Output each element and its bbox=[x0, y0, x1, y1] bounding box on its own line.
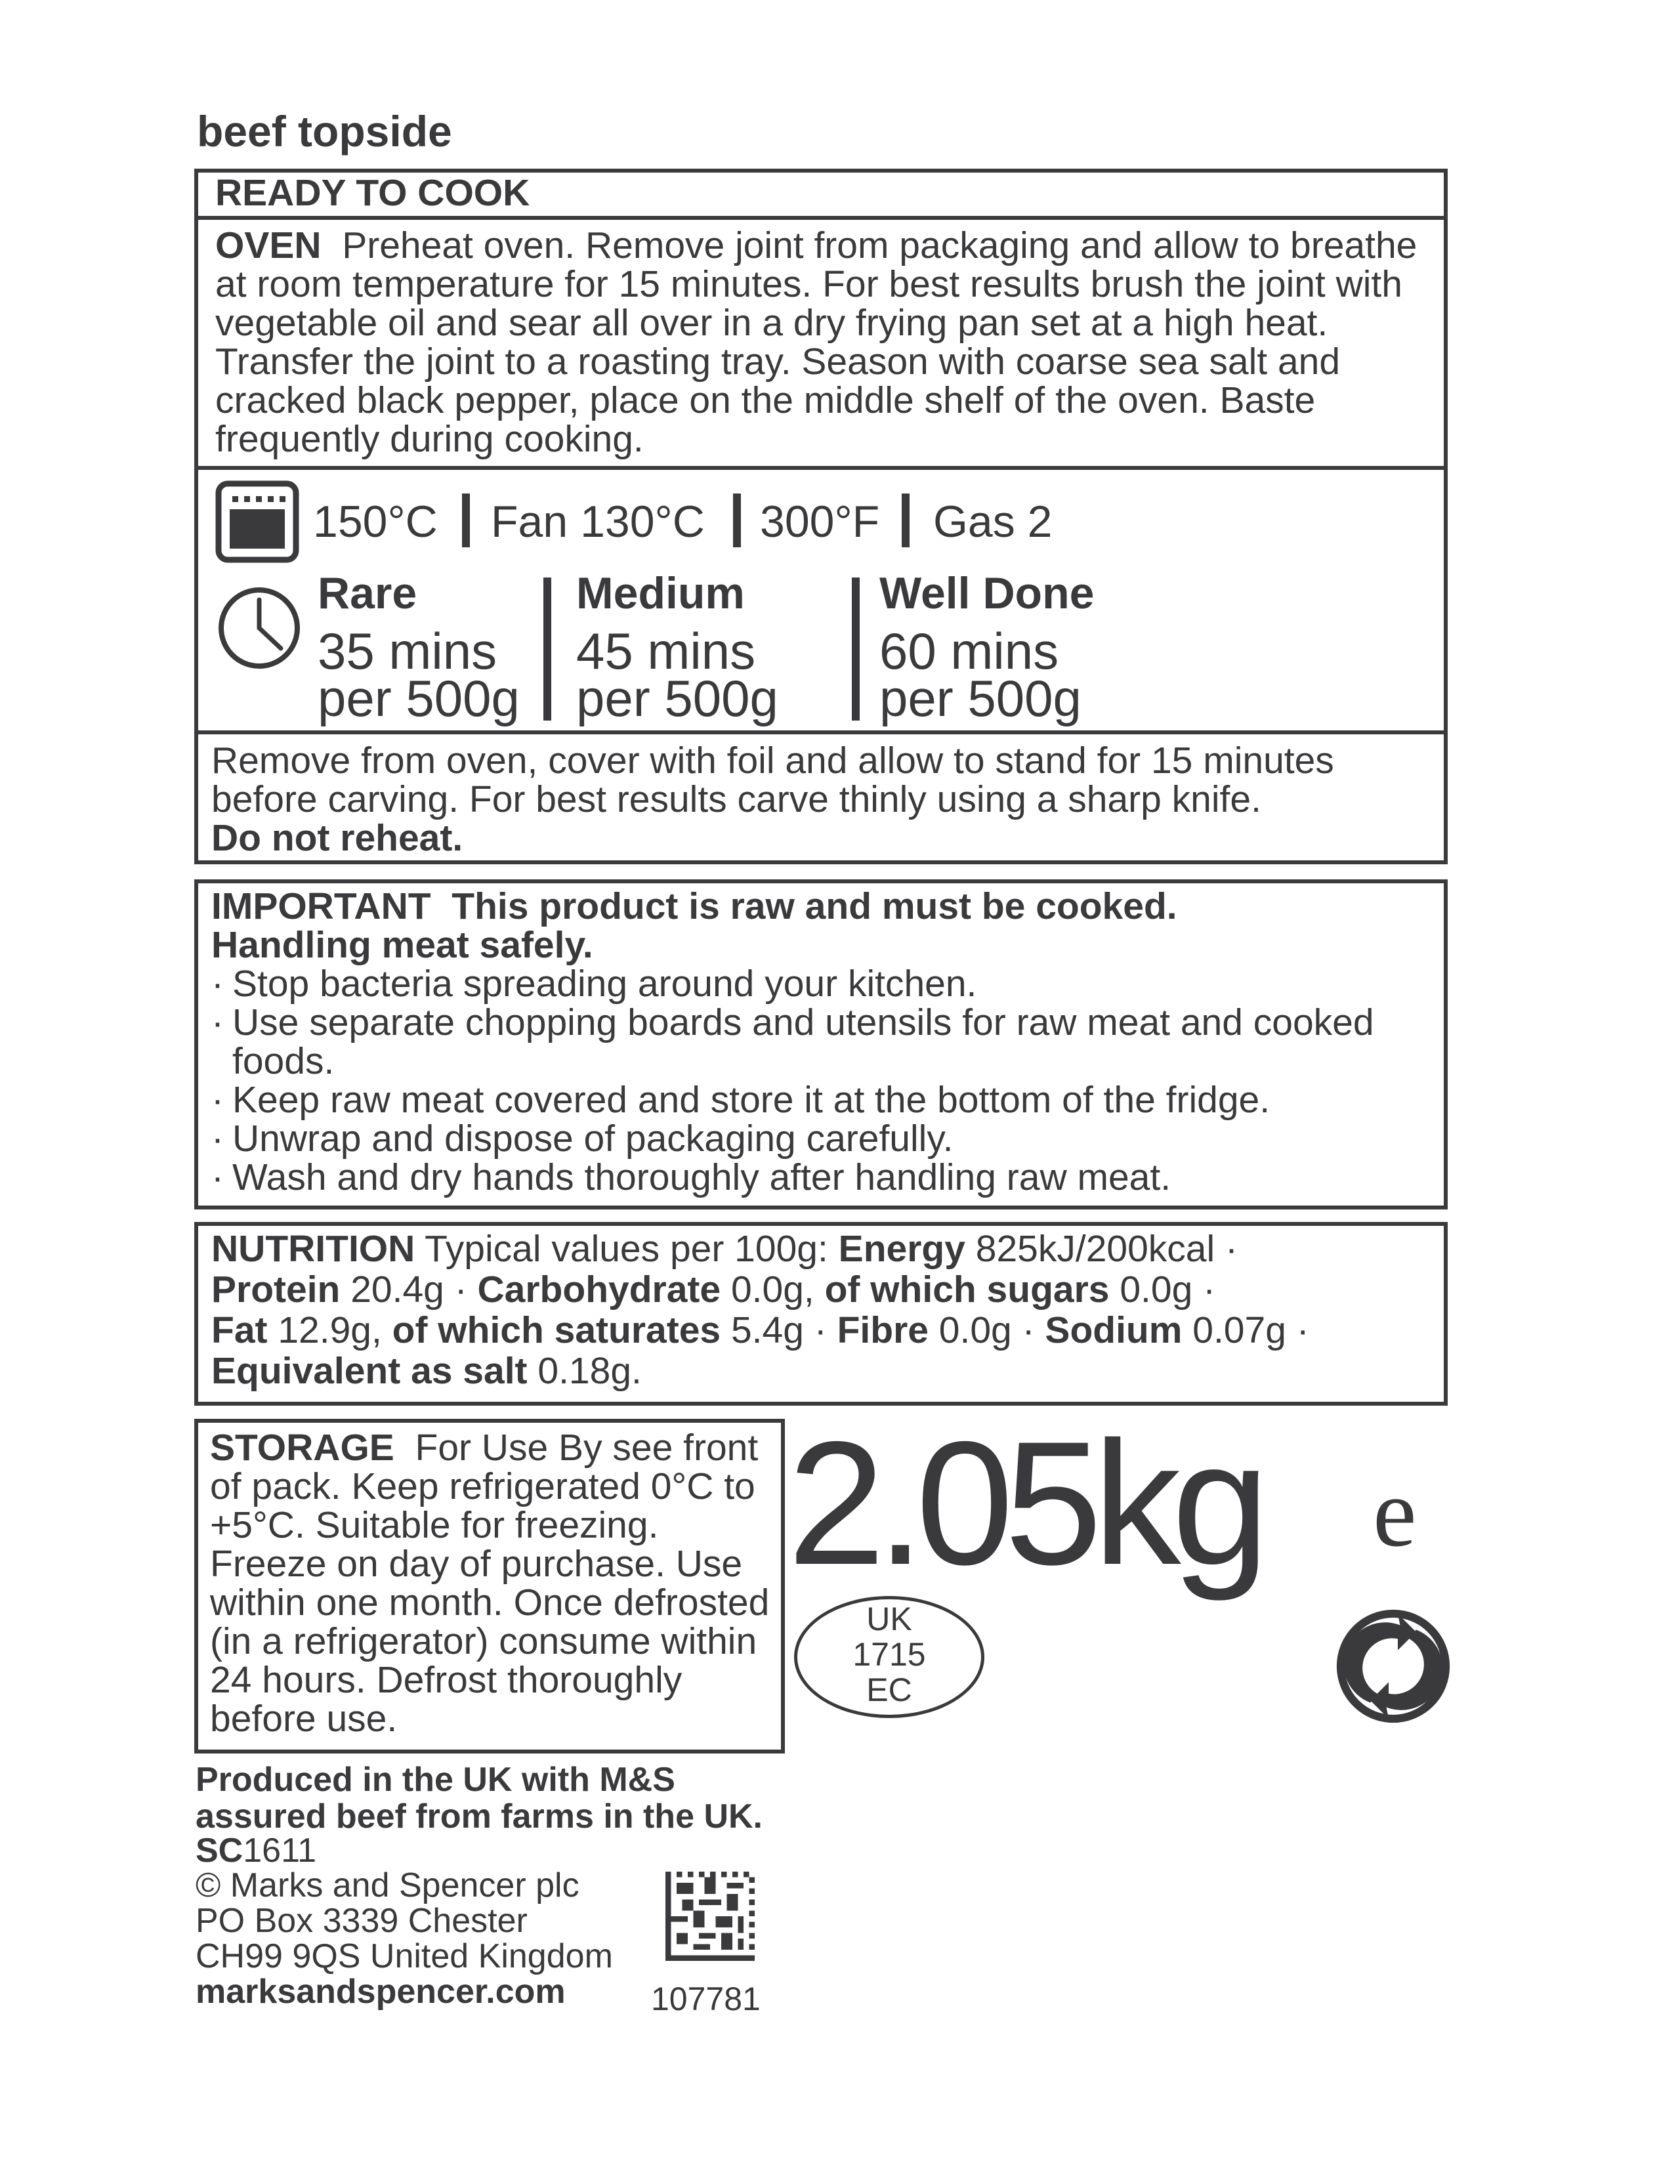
datamatrix-code-icon bbox=[665, 1872, 755, 1961]
divider bbox=[194, 216, 1448, 220]
estimated-sign: e bbox=[1373, 1458, 1417, 1567]
separator-bar bbox=[733, 494, 741, 547]
oven-icon bbox=[215, 480, 299, 563]
doneness-well-done-label: Well Done bbox=[879, 568, 1095, 618]
oven-label: OVEN bbox=[215, 224, 322, 266]
list-item: · Use separate chopping boards and utensils for raw meat and cooked foods. bbox=[211, 1001, 1374, 1082]
doneness-rare-time: 35 mins bbox=[318, 622, 497, 680]
doneness-medium-time: 45 mins bbox=[576, 622, 756, 680]
temp-fahrenheit: 300°F bbox=[760, 497, 880, 547]
company-address: © Marks and Spencer plc PO Box 3339 Chester CH99 9QS United Kingdom marksandspencer.com bbox=[196, 1866, 613, 2011]
after-cooking-text: Remove from oven, cover with foil and allow to stand for 15 minutes before carving. For best results carve thinly using a sharp knife. bbox=[211, 740, 1334, 820]
nutrition-label: NUTRITION bbox=[211, 1228, 415, 1270]
temp-fan: Fan 130°C bbox=[491, 497, 705, 547]
important-headline bbox=[211, 887, 1438, 926]
doneness-medium-per: per 500g bbox=[576, 669, 778, 727]
clock-icon bbox=[217, 585, 302, 671]
storage-content bbox=[210, 1429, 776, 1738]
separator-bar bbox=[462, 494, 470, 547]
oven-instructions bbox=[215, 226, 1437, 459]
list-item: · Stop bacteria spreading around your kitchen. bbox=[211, 963, 977, 1005]
list-item: · Keep raw meat covered and store it at the bottom of the fridge. bbox=[211, 1079, 1270, 1121]
doneness-well-done-per: per 500g bbox=[879, 669, 1082, 727]
important-content bbox=[211, 887, 1438, 1197]
doneness-rare-label: Rare bbox=[318, 568, 417, 618]
oven-text: Preheat oven. Remove joint from packaging and allow to breathe at room temperature for 15 minutes. For best results brush the joint with vegetable oil and sear all over in a dry frying pan set at a high heat. Transfer the joint to a roasting tray. Season with coarse sea salt and cracked black pepper, place on the middle shelf of the oven. Baste frequently during cooking. bbox=[215, 224, 1418, 460]
net-weight: 2.05kg bbox=[788, 1404, 1261, 1601]
storage-label: STORAGE bbox=[210, 1427, 394, 1469]
separator-bar bbox=[543, 578, 551, 721]
important-headline-text: This product is raw and must be cooked. bbox=[452, 885, 1177, 927]
list-item: · Wash and dry hands thoroughly after handling raw meat. bbox=[211, 1156, 1171, 1198]
storage-text: For Use By see front of pack. Keep refrigerated 0°C to +5°C. Suitable for freezing. Freeze on day of purchase. Use within one month. Once defrosted (in a refrigerator) consume within 24 hours. Defrost thoroughly before use. bbox=[210, 1427, 770, 1740]
list-item: · Unwrap and dispose of packaging carefully. bbox=[211, 1118, 954, 1160]
doneness-well-done-time: 60 mins bbox=[879, 622, 1059, 680]
barcode-number: 107781 bbox=[651, 1981, 761, 2017]
doneness-medium-label: Medium bbox=[576, 568, 745, 618]
temp-conventional: 150°C bbox=[313, 497, 438, 547]
nutrition-content: NUTRITION Typical values per 100g: Energy 825kJ/200kcal · Protein 20.4g · Carbohydrate 0.0g, of which sugars 0.0g · Fat 12.9g, of which saturates 5.4g · Fibre 0.0g · Sodium 0.07g · Equivalent as salt 0.18g. bbox=[211, 1228, 1309, 1392]
after-cooking-instructions bbox=[211, 742, 1438, 858]
temp-gas: Gas 2 bbox=[933, 497, 1053, 547]
green-dot-recycling-icon bbox=[1336, 1609, 1450, 1723]
health-mark-text: UK 1715 EC bbox=[852, 1601, 926, 1708]
product-title: beef topside bbox=[197, 107, 452, 156]
divider bbox=[194, 466, 1448, 470]
ready-to-cook-heading: READY TO COOK bbox=[215, 172, 530, 214]
handling-heading: Handling meat safely. bbox=[211, 924, 593, 966]
origin-statement: Produced in the UK with M&S assured beef from farms in the UK. bbox=[196, 1761, 763, 1836]
separator-bar bbox=[902, 494, 910, 547]
divider bbox=[194, 730, 1448, 734]
important-label: IMPORTANT bbox=[211, 885, 431, 927]
supplier-code: SC1611 bbox=[196, 1832, 317, 1870]
do-not-reheat: Do not reheat. bbox=[211, 817, 463, 859]
website-link: marksandspencer.com bbox=[196, 1973, 566, 2011]
separator-bar bbox=[852, 578, 860, 721]
doneness-rare-per: per 500g bbox=[318, 669, 520, 727]
